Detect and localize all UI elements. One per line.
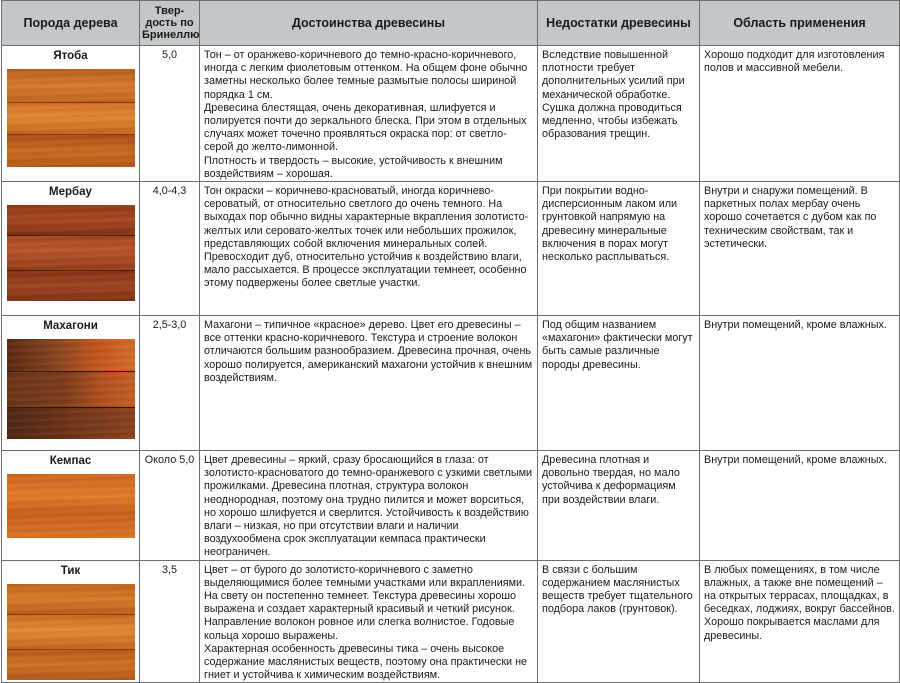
advantages-cell (200, 316, 538, 451)
table-row-teak (2, 560, 900, 683)
advantages-paragraph: Древесина блестящая, очень декоративная, шлифуется и полируется почти до зеркального блеска. При этом в отдельных случаях может точечно проявляться окраска пор: от светло-серой до желто-лимонной. (204, 101, 527, 154)
teak-wood-sample-image (7, 584, 135, 680)
advantages-paragraph: Цвет – от бурого до золотисто-коричневого с заметно выделяющимися более темными участками или вкраплениями. На свету он постепенно темнеет. Текстура древесины хорошо выражена и создает характерный красивый и четкий рисунок. Направление волокон ровное или слегка волнистое. Годовые кольца хорошо выражены. (204, 563, 526, 642)
advantages-paragraph: Тон – от оранжево-коричневого до темно-красно-коричневого, иногда с легким фиолетовым оттенком. На общем фоне обычно заметны несколько более темные размытые полосы шириной порядка 1 см. (204, 49, 528, 101)
advantages-paragraph: Тон окраски – коричнево-красноватый, иногда коричнево-сероватый, от относительно светлого до очень темного. На выходах пор обычно видны характерные вкрапления золотисто-желтых или серовато-желтых точек или небольших прожилок, представляющих собой включения минеральных солей. Превосходит дуб, относительно устойчив к воздействию влаги, мало рассыхается. В процессе эксплуатации темнеет, особенно этому подвержены более светлые участки. (204, 185, 529, 290)
wood-cell (2, 182, 140, 316)
advantages-paragraph: Махагони – типичное «красное» дерево. Цвет его древесины – все оттенки красно-коричневого. Текстура и строение волокон отличаются большим разнообразием. Древесина прочная, очень хорошо полируется, американский махагони устойчив к внешним воздействиям. (204, 319, 533, 384)
table-row-kempas (2, 451, 900, 561)
jatoba-wood-sample-image (7, 69, 135, 167)
wood-name: Махагони (43, 320, 98, 333)
advantages-cell (200, 46, 538, 182)
table-row-merbau (2, 182, 900, 316)
kempas-wood-sample-image (7, 474, 135, 538)
hardness-value: 4,0-4,3 (140, 182, 200, 316)
hardness-value: 2,5-3,0 (140, 316, 200, 451)
wood-name: Ятоба (53, 50, 88, 62)
application-cell: Внутри помещений, кроме влажных. (700, 451, 900, 561)
disadvantages-cell: Древесина плотная и довольно твердая, но мало устойчива к деформациям при воздействии влаги. (538, 451, 700, 561)
disadvantages-cell: При покрытии водно-дисперсионным лаком или грунтовкой напрямую на древесину минеральные включения в порах могут несколько расплываться. (538, 182, 700, 316)
merbau-wood-sample-image (7, 205, 135, 301)
table-row-jatoba (2, 46, 900, 182)
disadvantages-cell: Вследствие повышенной плотности требует дополнительных усилий при механической обработке. Сушка должна проводиться медленно, чтобы избежать образования трещин. (538, 46, 700, 182)
wood-cell (2, 451, 140, 561)
hardness-value: Около 5,0 (140, 451, 200, 561)
header-hardness-line2: дость по (145, 17, 194, 29)
wood-name: Мербау (49, 186, 92, 199)
application-cell: Хорошо подходит для изготовления полов и массивной мебели. (700, 46, 900, 182)
hardness-value: 3,5 (140, 560, 200, 683)
header-advantages: Достоинства древесины (200, 1, 538, 46)
disadvantages-cell: Под общим названием «махагони» фактически могут быть самые различные породы древесины. (538, 316, 700, 451)
table-row-mahogany (2, 316, 900, 451)
header-disadvantages: Недостатки древесины (538, 1, 700, 46)
advantages-cell (200, 560, 538, 683)
advantages-cell (200, 182, 538, 316)
wood-cell (2, 316, 140, 451)
application-cell: Внутри помещений, кроме влажных. (700, 316, 900, 451)
header-hardness-line3: Бринеллю (142, 29, 200, 41)
wood-cell (2, 46, 140, 182)
header-species: Порода дерева (2, 1, 140, 46)
application-cell: В любых помещениях, в том числе влажных, а также вне помещений – на открытых террасах, площадках, в беседках, лоджиях, вокруг бассейнов. Хорошо покрывается маслами для древесины. (700, 560, 900, 683)
header-hardness-line1: Твер- (154, 5, 185, 17)
header-row (2, 1, 900, 46)
wood-name: Тик (60, 564, 81, 577)
wood-cell (2, 560, 140, 683)
advantages-cell (200, 451, 538, 561)
hardness-value: 5,0 (140, 46, 200, 182)
wood-name: Кемпас (49, 455, 92, 468)
advantages-paragraph: Характерная особенность древесины тика – очень высокое содержание маслянистых веществ, поэтому она практически не гниет и устойчива к химическим воздействиям. (204, 642, 528, 682)
disadvantages-cell: В связи с большим содержанием маслянистых веществ требует тщательного подбора лаков (грунтовок). (538, 560, 700, 683)
header-application: Область применения (700, 1, 900, 46)
header-hardness (140, 1, 200, 46)
mahogany-wood-sample-image (7, 339, 135, 439)
advantages-paragraph: Цвет древесины – яркий, сразу бросающийся в глаза: от золотисто-красноватого до темно-оранжевого с узкими светлыми прожилками. Древесина плотная, структура волокон неоднородная, поэтому она трудно пилится и может ворситься, но хорошо шлифуется и сверлится. Устойчивость к воздействию влаги – низкая, но при отсутствии влаги и наличии воздухообмена срок эксплуатации кемпаса практически неограничен. (204, 454, 533, 559)
advantages-paragraph: Плотность и твердость – высокие, устойчивость к внешним воздействиям – хорошая. (204, 154, 503, 180)
wood-species-table (1, 0, 900, 683)
application-cell: Внутри и снаружи помещений. В паркетных полах мербау очень хорошо сочетается с дубом как по техническим свойствам, так и эстетически. (700, 182, 900, 316)
